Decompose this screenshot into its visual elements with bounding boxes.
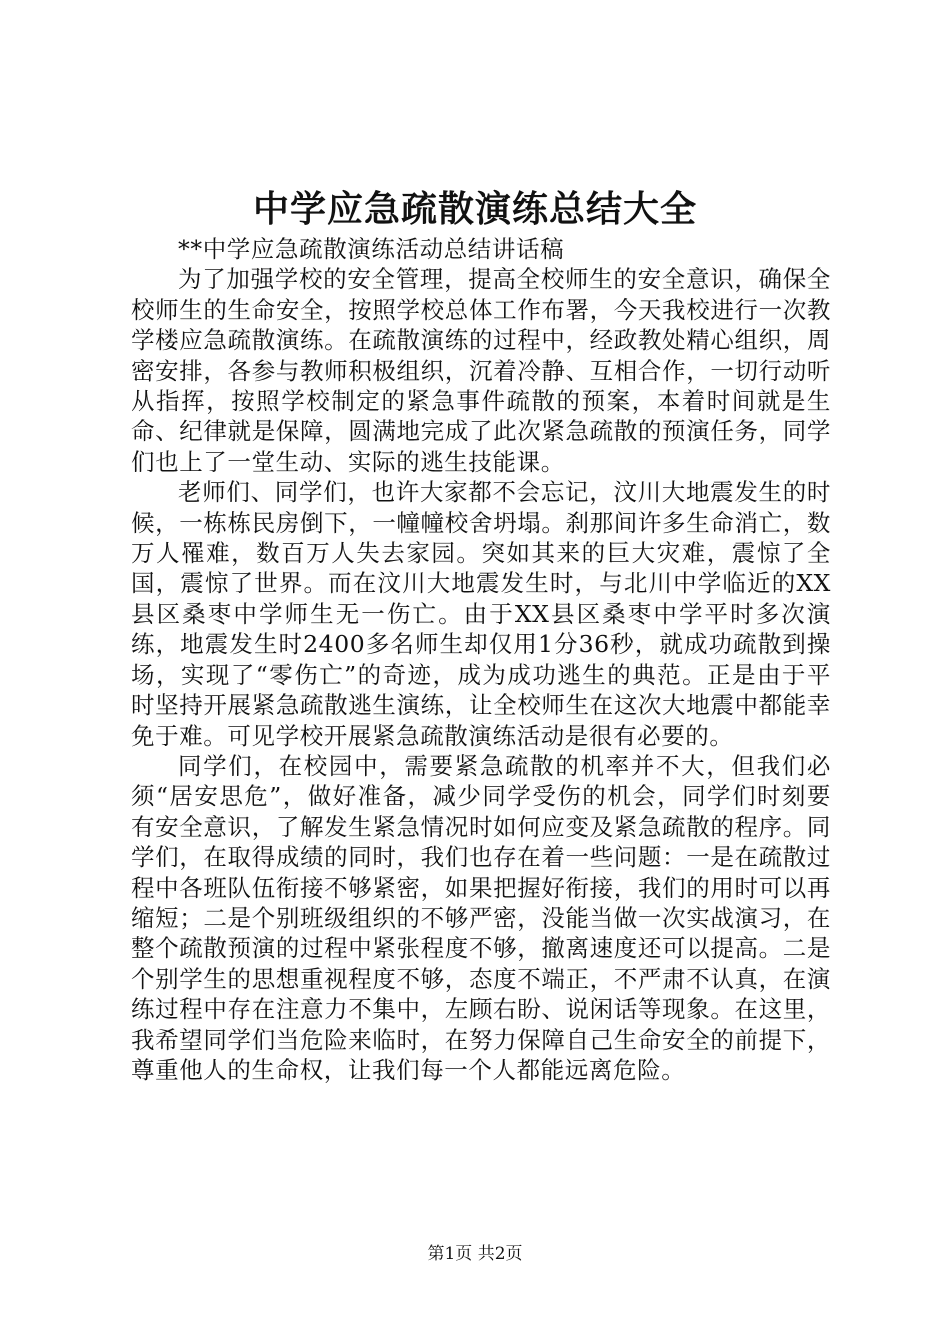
body-paragraph-3: 同学们，在校园中，需要紧急疏散的机率并不大，但我们必须“居安思危”，做好准备，减少同学受伤的机会，同学们时刻要有安全意识，了解发生紧急情况时如何应变及紧急疏散的程序。同学们，在取得成绩的同时，我们也存在着一些问题：一是在疏散过程中各班队伍衔接不够紧密，如果把握好衔接，我们的用时可以再缩短；二是个别班级组织的不够严密，没能当做一次实战演习，在整个疏散预演的过程中紧张程度不够，撤离速度还可以提高。二是个别学生的思想重视程度不够，态度不端正，不严肃不认真，在演练过程中存在注意力不集中，左顾右盼、说闲话等现象。在这里，我希望同学们当危险来临时，在努力保障自己生命安全的前提下，尊重他人的生命权，让我们每一个人都能远离危险。: [131, 751, 831, 1084]
subtitle-paragraph: **中学应急疏散演练活动总结讲话稿: [178, 235, 565, 263]
document-title: 中学应急疏散演练总结大全: [252, 188, 697, 230]
body-paragraph-1: 为了加强学校的安全管理，提高全校师生的安全意识，确保全校师生的生命安全，按照学校总体工作布署，今天我校进行一次教学楼应急疏散演练。在疏散演练的过程中，经政教处精心组织，周密安排，各参与教师积极组织，沉着冷静、互相合作，一切行动听从指挥，按照学校制定的紧急事件疏散的预案，本着时间就是生命、纪律就是保障，圆满地完成了此次紧急疏散的预演任务，同学们也上了一堂生动、实际的逃生技能课。: [131, 265, 831, 476]
body-paragraph-2: 老师们、同学们，也许大家都不会忘记，汶川大地震发生的时候，一栋栋民房倒下，一幢幢校舍坍塌。刹那间许多生命消亡，数万人罹难，数百万人失去家园。突如其来的巨大灾难，震惊了全国，震惊了世界。而在汶川大地震发生时，与北川中学临近的XX县区桑枣中学师生无一伤亡。由于XX县区桑枣中学平时多次演练，地震发生时2400多名师生却仅用1分36秒，就成功疏散到操场，实现了“零伤亡”的奇迹，成为成功逃生的典范。正是由于平时坚持开展紧急疏散逃生演练，让全校师生在这次大地震中都能幸免于难。可见学校开展紧急疏散演练活动是很有必要的。: [131, 478, 831, 750]
page-number-footer: 第1页 共2页: [427, 1244, 523, 1264]
document-body: [131, 234, 831, 1085]
